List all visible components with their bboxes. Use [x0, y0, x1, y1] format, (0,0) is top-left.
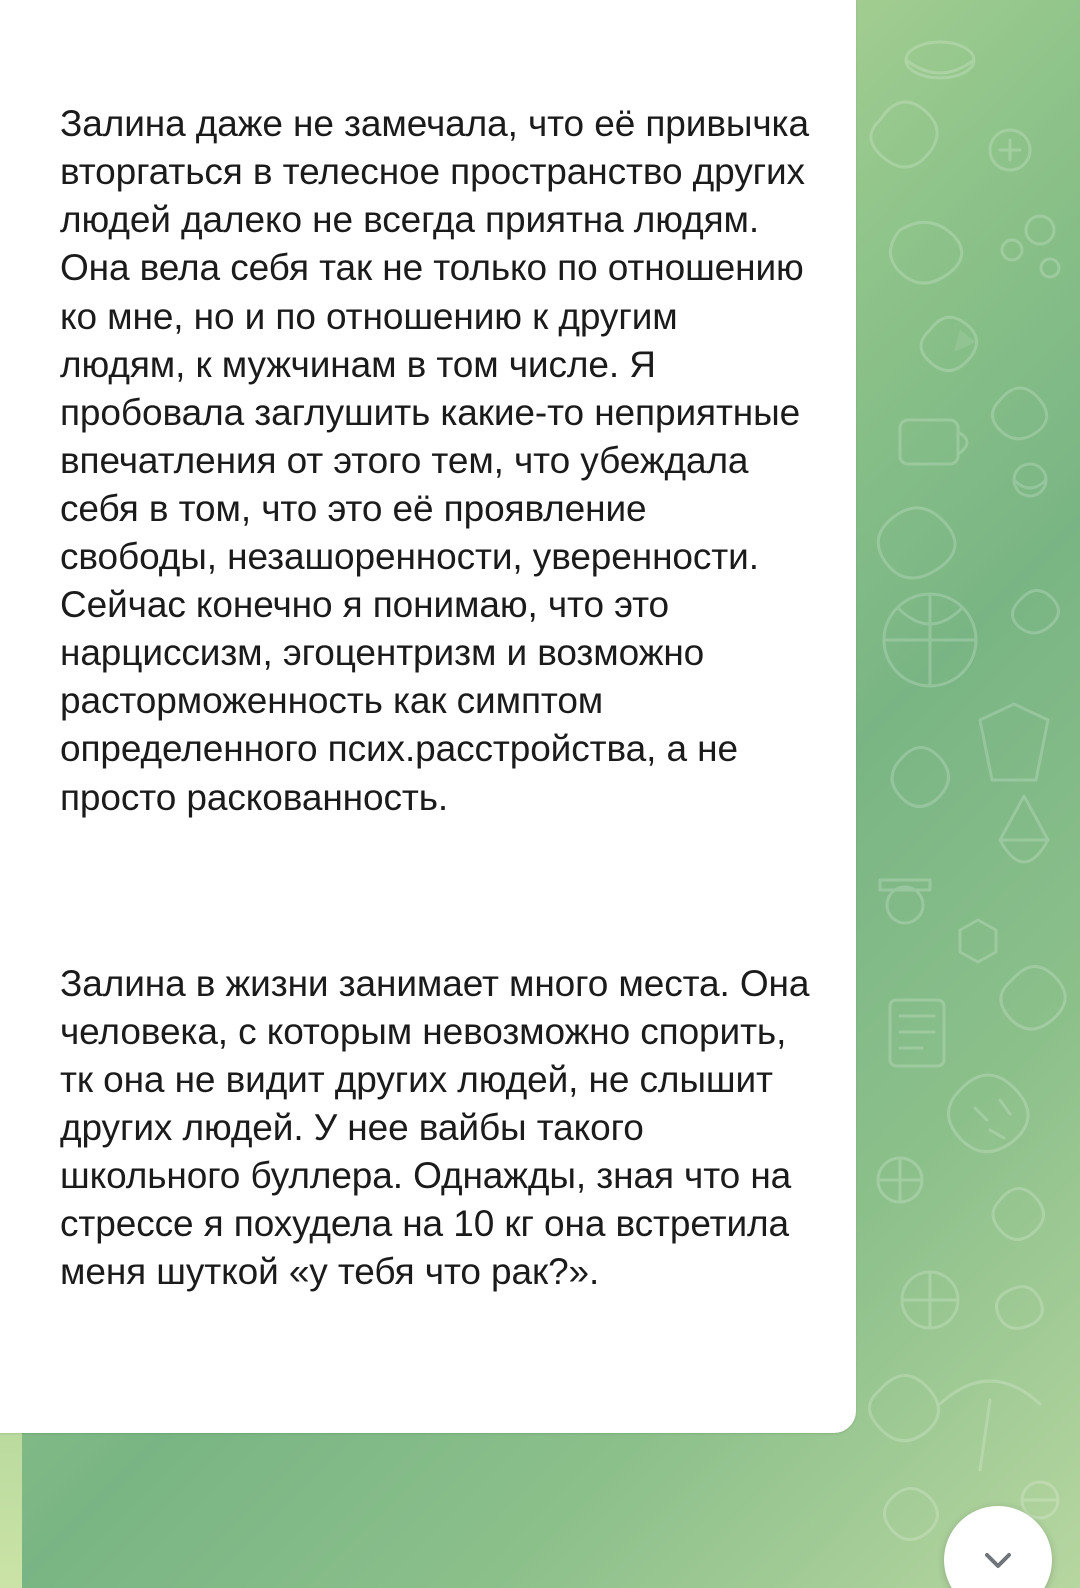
- chevron-down-icon: [976, 1538, 1020, 1582]
- message-paragraph: Залина даже не замечала, что её привычка вторгаться в телесное пространство других людей далеко не всегда приятна людям. Она вела себя так не только по отношению ко мне, но и по отношению к другим людям, к мужчинам в том числе. Я пробовала заглушить какие-то неприятные впечатления от этого тем, что убеждала себя в том, что это её проявление свободы, незашоренности, уверенности. Сейчас конечно я понимаю, что это нарциссизм, эгоцентризм и возможно расторможенность как симптом определенного псих.расстройства, а не просто раскованность.: [60, 103, 820, 818]
- message-text: [60, 4, 820, 1393]
- chat-background-right: [856, 0, 1080, 1588]
- message-paragraph: Залина в жизни занимает много места. Она человека, с которым невозможно спорить, тк она не видит других людей, не слышит других людей. У нее вайбы такого школьного буллера. Однажды, зная что на стрессе я похудела на 10 кг она встретила меня шуткой «у тебя что рак?».: [60, 962, 820, 1293]
